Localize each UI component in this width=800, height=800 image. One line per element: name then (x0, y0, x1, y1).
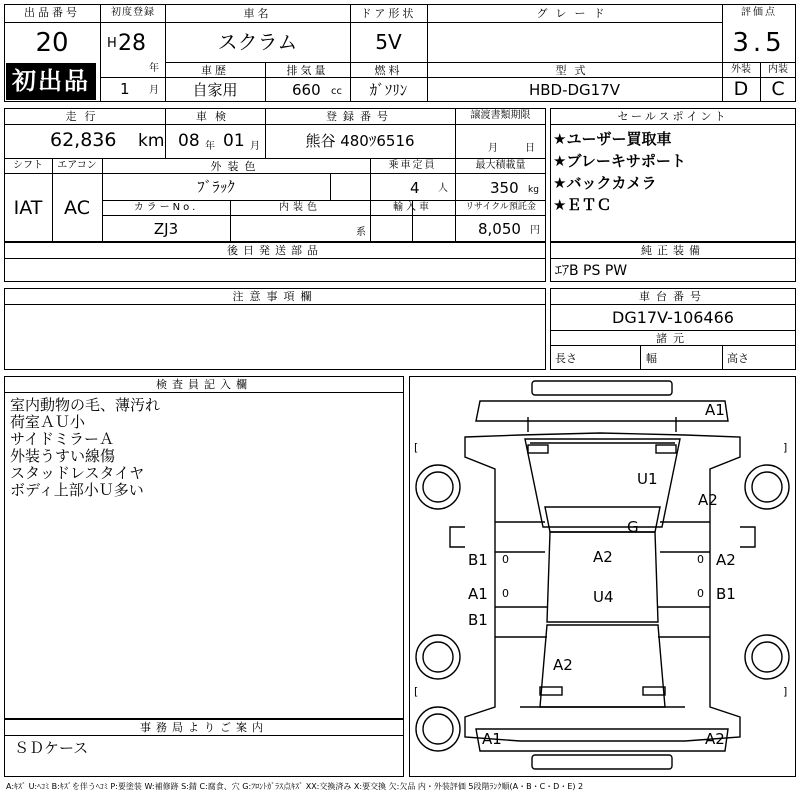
mark-front-bumper: A1 (705, 401, 725, 419)
ac-value: AC (64, 197, 90, 219)
import-label: 輸入車 (393, 202, 432, 213)
zero-marker: 0 (502, 587, 509, 600)
model-value: HBD-DG17V (528, 81, 621, 99)
shift-label: シフト (13, 160, 43, 171)
legend-footer: A:ｷｽﾞ U:ﾍｺﾐ B:ｷｽﾞを伴うﾍｺﾐ P:要塗装 W:補修跡 S:錆 C:腐食、穴 G:ﾌﾛﾝﾄｶﾞﾗｽ点ｷｽﾞ XX:交換済み X:要交換 欠:欠品 内・外装評価 5段階ﾗﾝｸ順(A・B・C・D・E) 2 (6, 782, 584, 791)
width-label: 幅 (646, 352, 657, 365)
interior-grade: C (771, 78, 785, 100)
mark-hood-center: A2 (593, 548, 613, 566)
sales-point-item: ★ブレーキサポート (553, 152, 686, 170)
grade-label: グレード (536, 7, 613, 20)
interior-label: 内装 (768, 64, 788, 75)
model-label: 型式 (555, 64, 594, 77)
inspector-label: 検査員記入欄 (156, 378, 252, 391)
recycle-label: リサイクル預託金 (465, 202, 536, 212)
score-label: 評価点 (741, 7, 777, 18)
first-sale-badge: 初出品 (6, 63, 96, 100)
score-value: 3.5 (732, 28, 786, 58)
bracket-marker: [ (414, 685, 419, 698)
mark-roof: U1 (637, 470, 658, 488)
bracket-marker: [ (414, 441, 419, 454)
inspection-month: 01 (223, 131, 245, 151)
mark-left-rear-door-b: B1 (468, 611, 488, 629)
capacity-value: 4 (410, 179, 420, 197)
bracket-marker: ] (783, 441, 788, 454)
capacity-unit: 人 (438, 183, 448, 194)
plate-number: 熊谷 480ﾂ6516 (305, 132, 415, 150)
later-parts-label: 後日発送部品 (227, 244, 323, 257)
plate-label: 登録番号 (326, 110, 394, 123)
notes-label: 注意事項欄 (232, 290, 318, 303)
rear-bumper-bottom-diagram (532, 755, 672, 769)
transfer-label: 譲渡書類期限 (470, 110, 531, 121)
mark-right-rear-corner: A2 (705, 730, 725, 748)
inspector-remark: スタッドレスタイヤ (10, 464, 145, 482)
sales-point-item: ★バックカメラ (553, 174, 657, 192)
chassis-number: DG17V-106466 (612, 308, 734, 327)
displacement-label: 排気量 (286, 64, 329, 77)
mark-left-front-door: B1 (468, 551, 488, 569)
mark-rear-center: A2 (553, 656, 573, 674)
displacement-unit: cc (331, 86, 342, 97)
mileage-unit: km (138, 131, 165, 151)
zero-marker: 0 (697, 587, 704, 600)
transfer-day-unit: 日 (525, 143, 535, 154)
mark-right-front-door: A2 (716, 551, 736, 569)
mark-windshield: G (627, 518, 639, 536)
mark-left-rear-corner: A1 (482, 730, 502, 748)
recycle-value: 8,050 (478, 220, 521, 238)
color-no-label: カラーNo. (133, 202, 199, 213)
inspection-year: 08 (178, 131, 200, 151)
first-reg-month: 1 (120, 80, 130, 98)
office-value: ＳＤケース (14, 739, 89, 757)
color-no-value: ZJ3 (153, 220, 179, 238)
int-color-label: 内装色 (279, 202, 321, 213)
sales-points-label: セールスポイント (617, 110, 729, 123)
first-reg-year: 28 (118, 31, 146, 56)
roof-diagram (547, 532, 658, 622)
history-value: 自家用 (192, 81, 238, 99)
capacity-label: 乗車定員 (388, 160, 437, 171)
inspector-remark: 室内動物の毛、薄汚れ (10, 396, 161, 414)
sales-point-item: ★ユーザー買取車 (553, 130, 672, 148)
front-bumper-diagram (476, 401, 728, 421)
max-load-unit: kg (528, 185, 539, 195)
car-damage-diagram (410, 377, 795, 776)
genuine-equipment-value: ｴｱB PS PW (555, 263, 628, 279)
max-load-value: 350 (490, 179, 519, 197)
mileage-label: 走行 (65, 110, 104, 123)
windshield-diagram (545, 507, 660, 532)
exterior-grade: D (733, 78, 749, 100)
inspector-remark: 荷室ＡＵ小 (10, 413, 86, 431)
lot-number-label: 出品番号 (24, 6, 80, 19)
car-name-label: 車名 (243, 7, 272, 20)
shift-value: IAT (13, 197, 43, 219)
mark-right-front-fender: A2 (698, 491, 718, 509)
mark-center-panel: U4 (593, 588, 614, 606)
lot-number: 20 (35, 28, 69, 58)
month-unit: 月 (149, 85, 159, 96)
bracket-marker: ] (783, 685, 788, 698)
chassis-label: 車台番号 (639, 290, 707, 303)
mileage-value: 62,836 (50, 129, 117, 151)
inspector-remark: サイドミラーＡ (10, 430, 114, 448)
fuel-value: ｶﾞｿﾘﾝ (369, 81, 408, 99)
sales-point-item: ★ＥＴＣ (553, 196, 612, 214)
dimensions-label: 諸元 (656, 332, 690, 345)
zero-marker: 0 (697, 553, 704, 566)
year-unit: 年 (149, 63, 159, 74)
ext-color-label: 外装色 (210, 160, 262, 173)
inspection-month-unit: 月 (250, 141, 260, 152)
exterior-label: 外装 (731, 64, 751, 75)
ac-label: エアコン (57, 160, 97, 171)
inspection-year-unit: 年 (205, 141, 215, 152)
inspection-label: 車検 (196, 110, 234, 123)
office-label: 事務局よりご案内 (140, 721, 268, 734)
door-label: ドア形状 (360, 7, 417, 20)
door-type: 5V (375, 30, 402, 54)
height-label: 高さ (727, 352, 749, 365)
ext-color-value: ﾌﾞﾗｯｸ (197, 178, 235, 196)
history-label: 車歴 (201, 64, 229, 77)
recycle-unit: 円 (530, 225, 540, 236)
front-bumper-top-diagram (532, 381, 672, 395)
inspector-remark: 外装うすい線傷 (10, 447, 116, 465)
fuel-label: 燃料 (374, 64, 403, 77)
length-label: 長さ (555, 352, 577, 365)
mark-right-rear-door: B1 (716, 585, 736, 603)
int-color-unit: 系 (356, 227, 366, 238)
transfer-month-unit: 月 (488, 143, 498, 154)
car-name: スクラム (217, 30, 298, 54)
mark-left-rear-door-a: A1 (468, 585, 488, 603)
inspector-remark: ボディ上部小Ｕ多い (10, 481, 144, 499)
inspector-remarks (10, 397, 400, 499)
zero-marker: 0 (502, 553, 509, 566)
displacement-value: 660 (292, 81, 321, 99)
sales-points-list (553, 128, 793, 216)
first-reg-label: 初度登録 (111, 7, 155, 18)
max-load-label: 最大積載量 (475, 160, 526, 171)
genuine-equipment-label: 純正装備 (641, 244, 705, 257)
era-letter: H (107, 36, 117, 51)
